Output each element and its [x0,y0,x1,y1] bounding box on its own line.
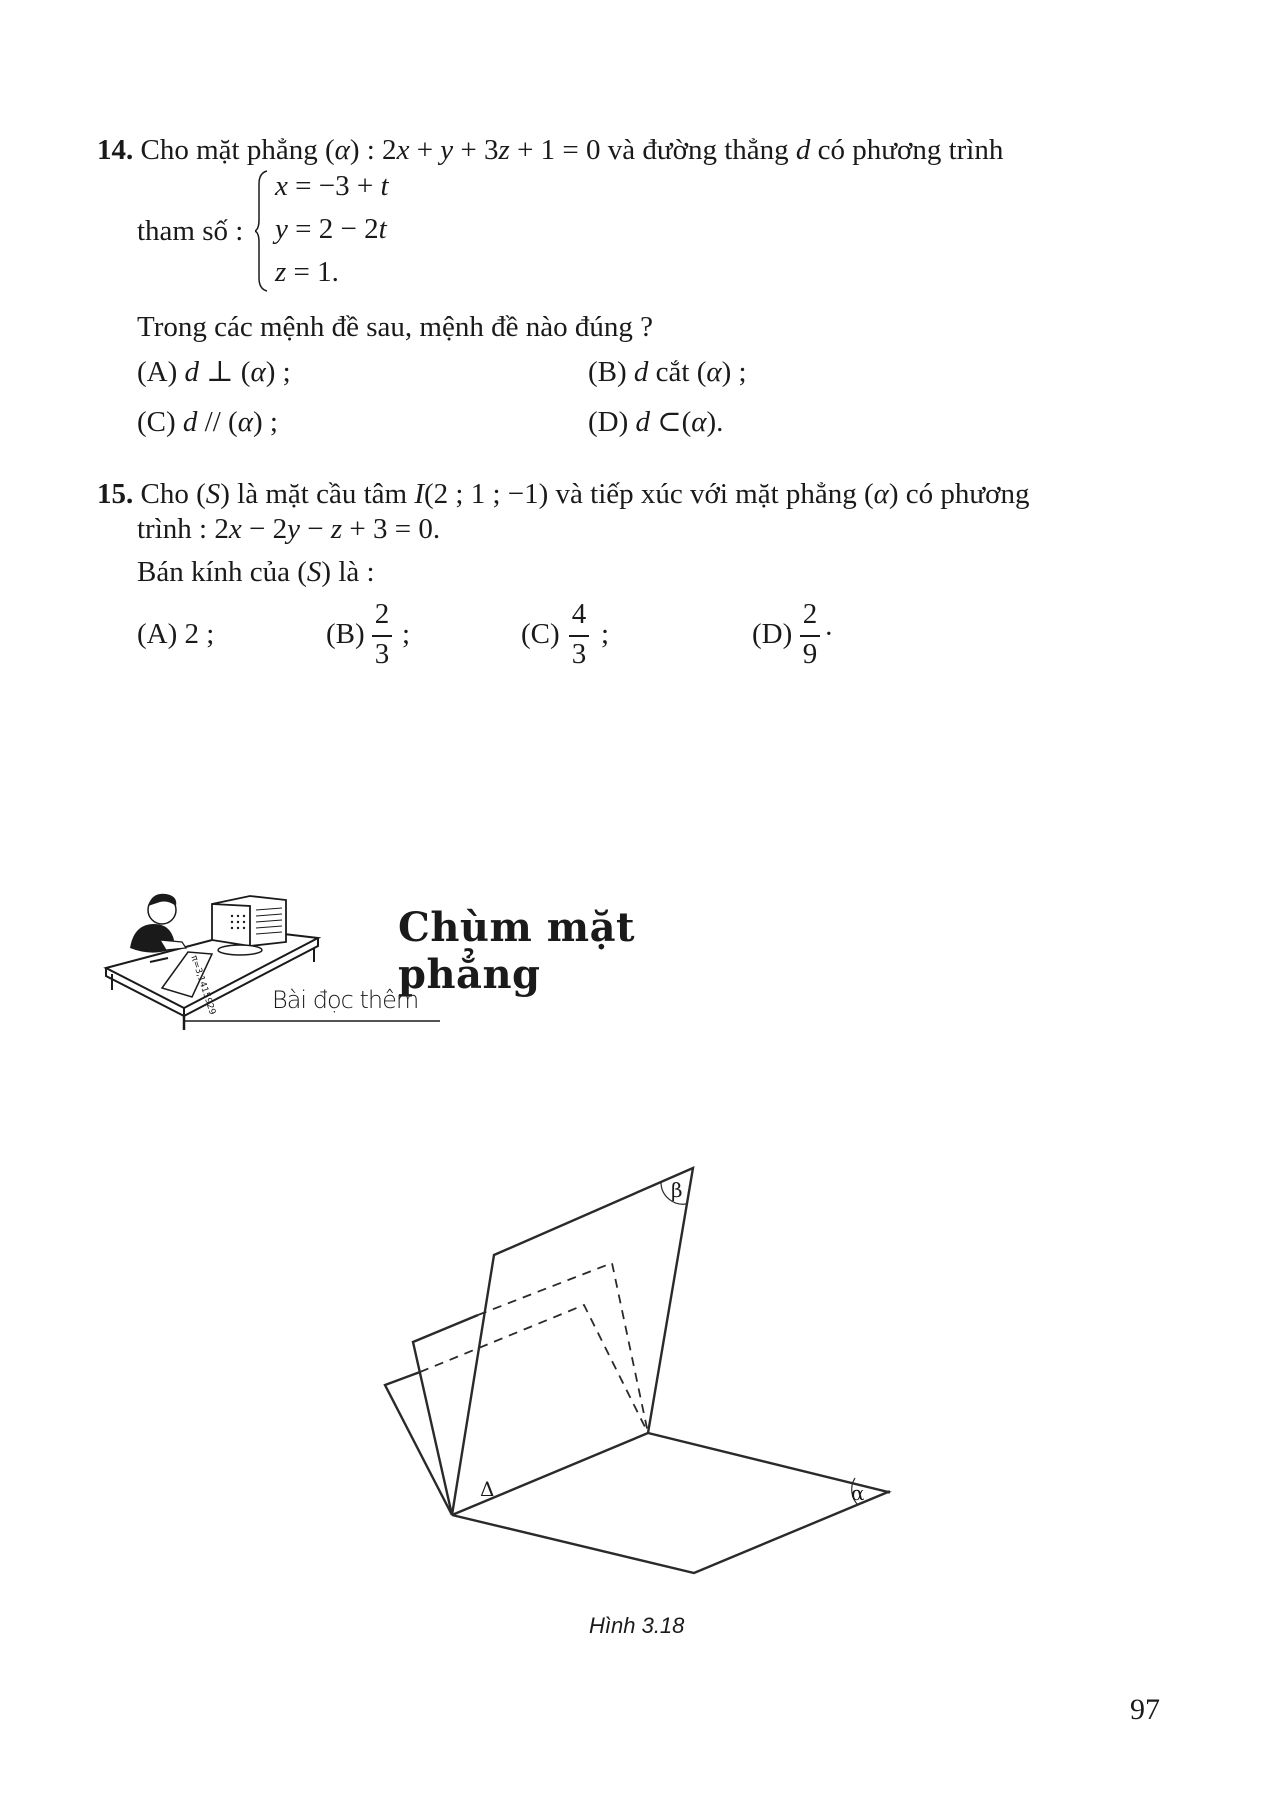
problem-number: 15. [97,478,134,510]
option-14-d: (D) d ⊂(α). [588,406,724,438]
problem-number: 14. [97,134,134,166]
label-alpha: α [851,1481,865,1505]
reading-banner-label: Bài đọc thêm [272,986,419,1014]
option-14-a: (A) d ⊥ (α) ; [137,356,291,388]
figure-caption: Hình 3.18 [589,1613,685,1638]
system-eq-y: y = 2 − 2t [275,213,387,245]
option-15-c: (C) 4 3 ; [521,598,610,670]
left-brace-icon [255,170,269,292]
option-14-c: (C) d // (α) ; [137,406,278,438]
system-eq-x: x = −3 + t [275,170,389,202]
problem-15-radius-question: Bán kính của (S) là : [137,556,375,588]
option-15-a: (A) 2 ; [137,618,215,650]
parametric-system [255,170,455,295]
problem-15-line-1: 15. Cho (S) là mặt cầu tâm I(2 ; 1 ; −1) và tiếp xúc với mặt phẳng (α) có phương [97,478,1030,510]
problem-15-line-2: trình : 2x − 2y − z + 3 = 0. [137,513,441,545]
svg-text:π=3,1415929: π=3,1415929 [188,954,217,1017]
problem-14-question: Trong các mệnh đề sau, mệnh đề nào đúng ? [137,311,653,343]
option-15-b: (B) 2 3 ; [326,598,411,670]
option-14-b: (B) d cắt (α) ; [588,356,747,388]
label-delta: Δ [480,1477,495,1501]
label-beta: β [671,1178,683,1202]
option-15-d: (D) 2 9 · [752,598,834,670]
problem-14-line-1: 14. Cho mặt phẳng (α) : 2x + y + 3z + 1 = 0 và đường thẳng d có phương trình [97,134,1004,166]
system-eq-z: z = 1. [275,256,339,288]
page-number: 97 [1130,1693,1160,1726]
section-title: Chùm mặt phẳng [398,904,635,998]
param-label: tham số : [137,215,244,247]
